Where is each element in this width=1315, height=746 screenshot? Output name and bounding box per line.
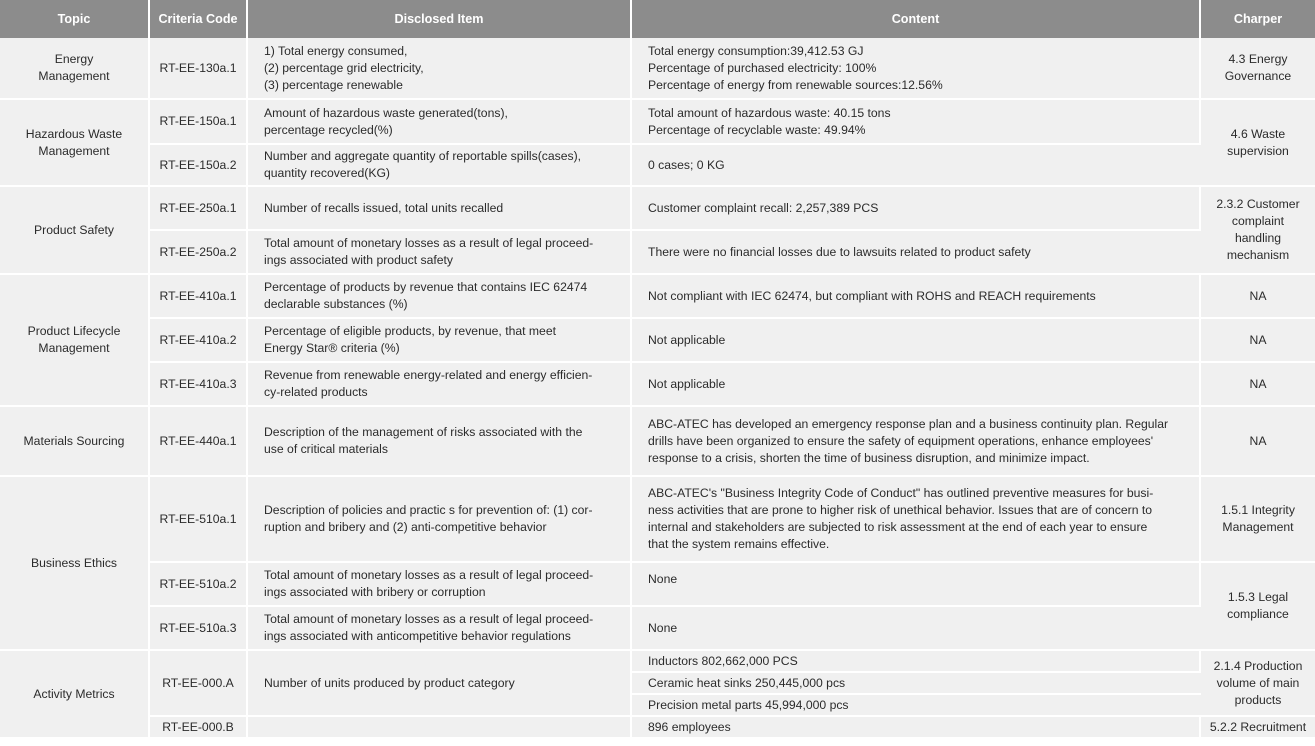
- table-row: [0, 607, 1315, 651]
- content-cell: ABC-ATEC's "Business Integrity Code of Conduct" has outlined preventive measures for busi- ness activities that are prone to higher risk of unethical behavior. Issues that are of concern to internal and stakeholders are subjected to risk assessment at the end of each year to ensure that the system remains effective.: [632, 477, 1201, 563]
- topic-cell: Product Safety: [0, 187, 150, 275]
- topic-cell: Activity Metrics: [0, 651, 150, 739]
- disclosed-item-cell: Number and aggregate quantity of reportable spills(cases), quantity recovered(KG): [248, 145, 632, 187]
- criteria-code-cell: RT-EE-510a.1: [150, 477, 248, 563]
- header-topic: Topic: [0, 0, 150, 38]
- content-cell: None: [632, 607, 1201, 651]
- chapter-cell: 2.1.4 Production volume of main products: [1201, 651, 1315, 717]
- chapter-cell: 1.5.3 Legal compliance: [1201, 563, 1315, 651]
- header-charper: Charper: [1201, 0, 1315, 38]
- topic-cell: Materials Sourcing: [0, 407, 150, 477]
- content-cell: 896 employees: [632, 717, 1201, 739]
- topic-cell: Business Ethics: [0, 477, 150, 651]
- header-criteria-code: Criteria Code: [150, 0, 248, 38]
- criteria-code-cell: RT-EE-440a.1: [150, 407, 248, 477]
- chapter-cell: 4.6 Waste supervision: [1201, 100, 1315, 187]
- criteria-code-cell: RT-EE-000.B: [150, 717, 248, 739]
- criteria-code-cell: RT-EE-000.A: [150, 651, 248, 717]
- chapter-cell: NA: [1201, 275, 1315, 319]
- table-row: [0, 363, 1315, 407]
- disclosed-item-cell: 1) Total energy consumed, (2) percentage grid electricity, (3) percentage renewable: [248, 38, 632, 100]
- table-row: [0, 563, 1315, 607]
- table-row: [0, 145, 1315, 187]
- content-cell: ABC-ATEC has developed an emergency response plan and a business continuity plan. Regular drills have been organized to ensure the safety of equipment operations, enhance employees' response to a crisis, shorten the time of business disruption, and minimize impact.: [632, 407, 1201, 477]
- chapter-cell: 1.5.1 Integrity Management: [1201, 477, 1315, 563]
- disclosed-item-cell: Revenue from renewable energy-related and energy efficien- cy-related products: [248, 363, 632, 407]
- disclosed-item-cell: Total amount of monetary losses as a result of legal proceed- ings associated with anticompetitive behavior regulations: [248, 607, 632, 651]
- table-row: [0, 319, 1315, 363]
- chapter-cell: NA: [1201, 407, 1315, 477]
- table-row: [0, 100, 1315, 145]
- chapter-cell: NA: [1201, 363, 1315, 407]
- header-disclosed-item: Disclosed Item: [248, 0, 632, 38]
- chapter-cell: 5.2.2 Recruitment: [1201, 717, 1315, 739]
- header-row: [0, 0, 1315, 38]
- table-row: [0, 407, 1315, 477]
- criteria-code-cell: RT-EE-150a.2: [150, 145, 248, 187]
- table-row: [0, 275, 1315, 319]
- criteria-code-cell: RT-EE-250a.2: [150, 231, 248, 275]
- content-cell: Customer complaint recall: 2,257,389 PCS: [632, 187, 1201, 231]
- content-cell: 0 cases; 0 KG: [632, 145, 1201, 187]
- content-cell: Not applicable: [632, 319, 1201, 363]
- disclosed-item-cell: Description of policies and practic s for prevention of: (1) cor- ruption and bribery and (2) anti-competitive behavior: [248, 477, 632, 563]
- content-cell: Ceramic heat sinks 250,445,000 pcs: [632, 673, 1201, 695]
- disclosed-item-cell: Number of recalls issued, total units recalled: [248, 187, 632, 231]
- header-content: Content: [632, 0, 1201, 38]
- content-cell: There were no financial losses due to lawsuits related to product safety: [632, 231, 1201, 275]
- criteria-code-cell: RT-EE-250a.1: [150, 187, 248, 231]
- content-cell: Inductors 802,662,000 PCS: [632, 651, 1201, 673]
- table-row: [0, 651, 1315, 673]
- topic-cell: Hazardous Waste Management: [0, 100, 150, 187]
- criteria-code-cell: RT-EE-410a.2: [150, 319, 248, 363]
- content-text: None: [648, 572, 678, 586]
- content-cell: Total amount of hazardous waste: 40.15 tons Percentage of recyclable waste: 49.94%: [632, 100, 1201, 145]
- criteria-code-cell: RT-EE-410a.1: [150, 275, 248, 319]
- disclosed-item-cell: Percentage of products by revenue that contains IEC 62474 declarable substances (%): [248, 275, 632, 319]
- content-cell: Not compliant with IEC 62474, but compliant with ROHS and REACH requirements: [632, 275, 1201, 319]
- chapter-cell: 4.3 Energy Governance: [1201, 38, 1315, 100]
- disclosed-item-cell: Number of units produced by product category: [248, 651, 632, 717]
- disclosed-item-cell: [248, 717, 632, 739]
- table-row: [0, 477, 1315, 563]
- criteria-code-cell: RT-EE-130a.1: [150, 38, 248, 100]
- topic-cell: Energy Management: [0, 38, 150, 100]
- disclosed-item-cell: Total amount of monetary losses as a result of legal proceed- ings associated with product safety: [248, 231, 632, 275]
- disclosed-item-cell: Description of the management of risks associated with the use of critical materials: [248, 407, 632, 477]
- table-row: [0, 187, 1315, 231]
- chapter-cell: NA: [1201, 319, 1315, 363]
- topic-cell: Product Lifecycle Management: [0, 275, 150, 407]
- content-cell: Precision metal parts 45,994,000 pcs: [632, 695, 1201, 717]
- criteria-code-cell: RT-EE-510a.3: [150, 607, 248, 651]
- table-row: [0, 231, 1315, 275]
- content-cell: Not applicable: [632, 363, 1201, 407]
- content-cell: Total energy consumption:39,412.53 GJ Percentage of purchased electricity: 100% Percentage of energy from renewable sources:12.56%: [632, 38, 1201, 100]
- criteria-code-cell: RT-EE-150a.1: [150, 100, 248, 145]
- table-row: [0, 717, 1315, 739]
- criteria-code-cell: RT-EE-410a.3: [150, 363, 248, 407]
- criteria-code-cell: RT-EE-510a.2: [150, 563, 248, 607]
- disclosed-item-cell: Percentage of eligible products, by revenue, that meet Energy Star® criteria (%): [248, 319, 632, 363]
- table-row: [0, 38, 1315, 100]
- disclosed-item-cell: Total amount of monetary losses as a result of legal proceed- ings associated with bribery or corruption: [248, 563, 632, 607]
- disclosed-item-cell: Amount of hazardous waste generated(tons), percentage recycled(%): [248, 100, 632, 145]
- chapter-cell: 2.3.2 Customer complaint handling mechanism: [1201, 187, 1315, 275]
- content-cell: [632, 563, 1201, 607]
